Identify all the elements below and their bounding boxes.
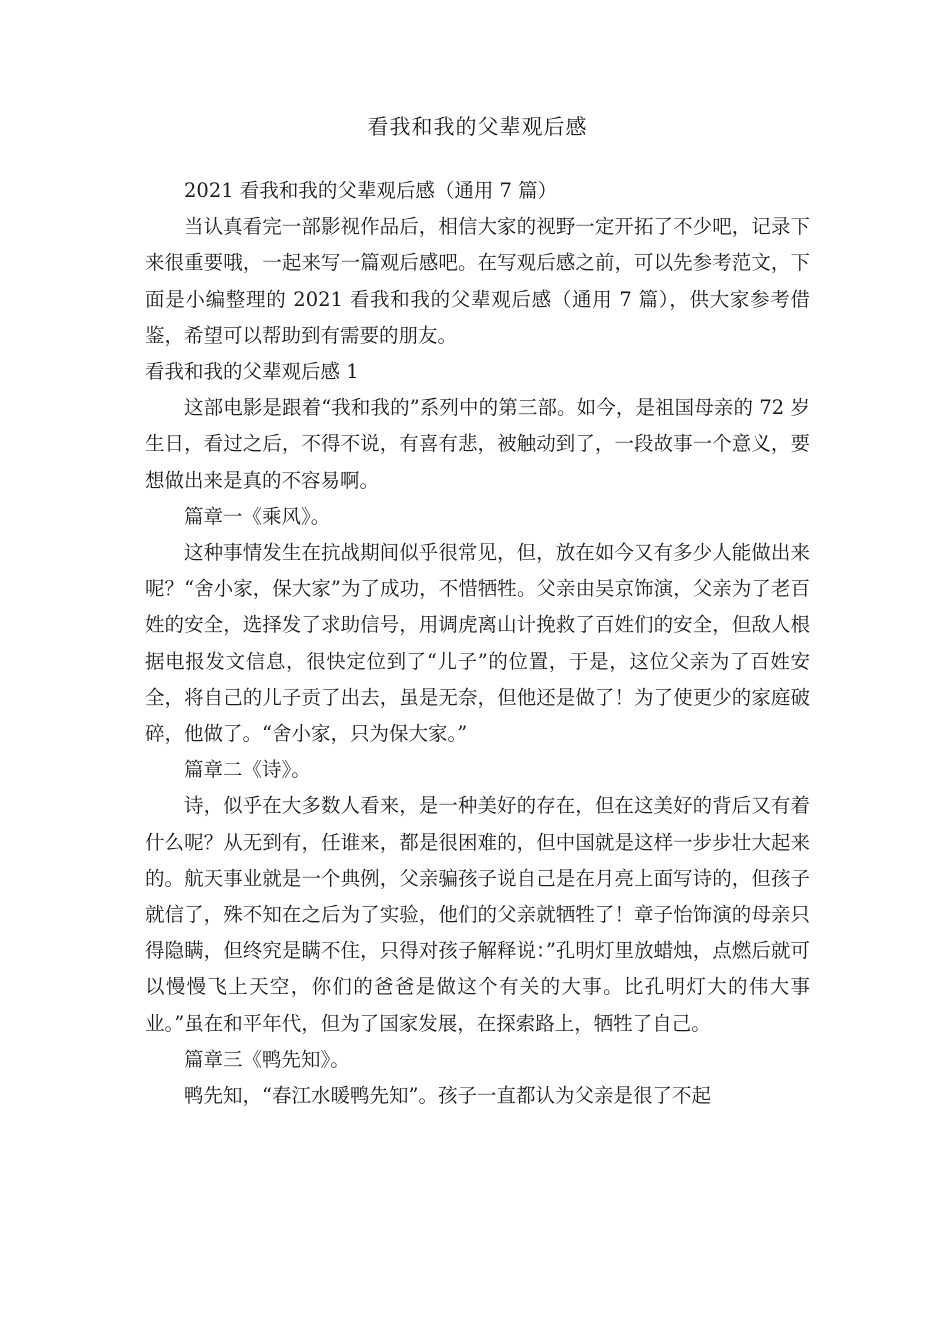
chapter-title: 篇章三《鸭先知》。 [184, 1047, 350, 1071]
paragraph: 鸭先知，“春江水暖鸭先知”。孩子一直都认为父亲是很了不起 [184, 1084, 711, 1108]
chapter-title: 篇章二《诗》。 [184, 758, 311, 782]
paragraph-intro: 当认真看完一部影视作品后，相信大家的视野一定开拓了不少吧，记录下来很重要哦，一起来写一篇观后感吧。在写观后感之前，可以先参考范文，下面是小编整理的 2021 看我和我的父辈观后感（通用 7 篇），供大家参考借鉴，希望可以帮助到有需要的朋友。 [145, 215, 810, 347]
paragraph: 这部电影是跟着“我和我的”系列中的第三部。如今，是祖国母亲的 72 岁生日，看过之后，不得不说，有喜有悲，被触动到了，一段故事一个意义，要想做出来是真的不容易啊。 [145, 396, 810, 492]
document-title: 看我和我的父辈观后感 [367, 115, 588, 139]
section-heading: 看我和我的父辈观后感 1 [145, 360, 359, 384]
paragraph-subtitle: 2021 看我和我的父辈观后感（通用 7 篇） [184, 179, 558, 202]
paragraph: 这种事情发生在抗战期间似乎很常见，但，放在如今又有多少人能做出来呢？“舍小家，保大家”为了成功，不惜牺牲。父亲由吴京饰演，父亲为了老百姓的安全，选择发了求助信号，用调虎离山计挽救了百姓们的安全，但敌人根据电报发文信息，很快定位到了“儿子”的位置，于是，这位父亲为了百姓安全，将自己的儿子贡了出去，虽是无奈，但他还是做了！为了使更少的家庭破碎，他做了。“舍小家，只为保大家。” [145, 541, 810, 746]
chapter-title: 篇章一《乘风》。 [184, 504, 331, 528]
document-body [145, 173, 810, 1114]
paragraph: 诗，似乎在大多数人看来，是一种美好的存在，但在这美好的背后又有着什么呢？从无到有，任谁来，都是很困难的，但中国就是这样一步步壮大起来的。航天事业就是一个典例，父亲骗孩子说自己是在月亮上面写诗的，但孩子就信了，殊不知在之后为了实验，他们的父亲就牺牲了！章子怡饰演的母亲只得隐瞒，但终究是瞒不住，只得对孩子解释说：”孔明灯里放蜡烛，点燃后就可以慢慢飞上天空，你们的爸爸是做这个有关的大事。比孔明灯大的伟大事业。”虽在和平年代，但为了国家发展，在探索路上，牺牲了自己。 [145, 794, 810, 1035]
